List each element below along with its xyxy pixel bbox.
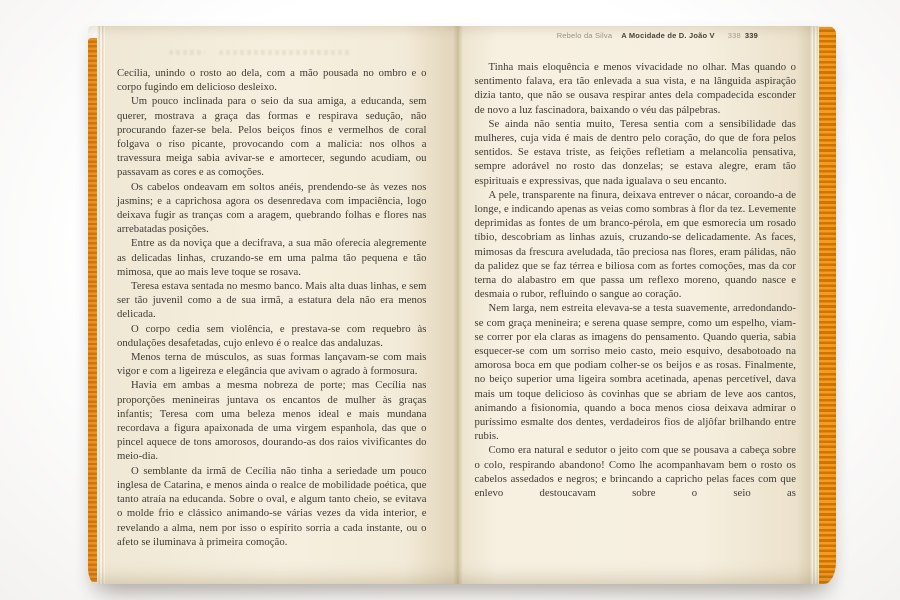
right-page [463, 26, 811, 584]
open-book [88, 26, 836, 584]
running-header [557, 31, 758, 40]
paragraph: Tinha mais eloquência e menos vivacidade no olhar. Mas quando o sentimento falava, era tão enlevada a sua vista, e na lânguida aspiração dizia tanto, que não se ousava respirar antes dela compadecida esconder de novo a luz fascinadora, baixando o véu das pálpebras. [474, 61, 796, 116]
book-cover-edge-right [819, 27, 836, 584]
paragraph: O corpo cedia sem violência, e prestava-se com requebro às ondulações desafetadas, cujo enlevo é o realce das andaluzas. [117, 322, 427, 349]
book-title: A Mocidade de D. João V [621, 31, 715, 40]
show-through-text [169, 50, 351, 55]
author-name: Rebelo da Silva [556, 31, 613, 40]
paragraph: Se ainda não sentia muito, Teresa sentia com a sensibilidade das mulheres, cuja vida é mais de dentro pelo coração, do que de fora pelos sentidos. Se estava triste, as feições refletiam a melancolia pensativa, sempre adorável no rosto das donzelas; se estava alegre, eram tão espirituais e expressivas, que nada igualava o seu encanto. [474, 117, 796, 187]
paragraph: O semblante da irmã de Cecília não tinha a seriedade um pouco inglesa de Catarina, e menos ainda o realce de mobilidade poética, que tanto atraía na educanda. Sobre o oval, e algum tanto cheio, se evitava o molde frio e clássico animando-se várias vezes da vida interior, e revelando a alma, nem por isso o espírito sorria a cada instante, ou o afeto se iluminava à primeira comoção. [117, 464, 427, 548]
left-page-text-column [117, 66, 427, 549]
page-number-verso: 338 [727, 31, 741, 40]
paragraph: Como era natural e sedutor o jeito com que se pousava a cabeça sobre o colo, respirando abandono! Como lhe acompanhavam bem o rosto os cabelos assedados e negros; e brincando a capricho pelas faces com que enlevo destoucavam sobre o seio as [474, 444, 796, 500]
page-number-recto: 339 [744, 31, 758, 40]
right-page-text-column [475, 60, 797, 500]
paragraph: Os cabelos ondeavam em soltos anéis, prendendo-se às vezes nos jasmins; e a caprichosa agora os desenredava com impaciência, logo deixava fugir as tranças com a aragem, quebrando folhas e flores nas arrebatadas posições. [117, 180, 427, 236]
show-through-smear [169, 50, 205, 55]
show-through-smear [219, 50, 351, 55]
paragraph: Teresa estava sentada no mesmo banco. Mais alta duas linhas, e sem ser tão juvenil como a de sua irmã, a estatura dela não era menos delicada. [117, 280, 427, 321]
paragraph: Um pouco inclinada para o seio da sua amiga, a educanda, sem querer, mostrava a graça das formas e respirava sedução, não procurando fazer-se bela. Pelos beiços finos e vermelhos de coral folgava o riso picante, provocando com a malícia: nos olhos a travessura meiga sabia avivar-se e amortecer, segundo acudiam, ou passavam as cores e as comoções. [117, 95, 427, 179]
paragraph: Cecília, unindo o rosto ao dela, com a mão pousada no ombro e o corpo fugindo em delicioso desleixo. [117, 67, 427, 94]
book-cover-edge-left [88, 38, 97, 582]
left-page [105, 26, 453, 584]
paragraph: Menos terna de músculos, as suas formas lançavam-se com mais vigor e com a ligeireza e elegância que avivam o agrado à formosura. [117, 351, 427, 378]
paragraph: Entre as da noviça que a decifrava, a sua mão oferecia alegremente as delicadas linhas, cruzando-se em uma palma tão pequena e tão mimosa, que ao mais leve toque se rosava. [117, 237, 427, 278]
page-stack-left [97, 26, 105, 584]
paragraph: Havia em ambas a mesma nobreza de porte; mas Cecília nas proporções menineiras juntava os encantos de mulher às graças infantis; Teresa com uma beleza menos ideal e mais mundana recordava a figura apaixonada de uma virgem espanhola, das que o pincel aquece de tons amorosos, dourando-as dos raios vivificantes do meio-dia. [117, 379, 427, 463]
paragraph: Nem larga, nem estreita elevava-se a testa suavemente, arredondando-se com graça menineira; e serena quase sempre, como um espelho, viam-se correr por ela claras as imagens do pensamento. Quando queria, sabia esquecer-se com um sorriso meio casto, meio esquivo, desabotoado na amorosa boca em que podiam colher-se os beijos e as rosas. Finalmente, no beiço superior uma ligeira sombra acetinada, apenas percetível, dava mais um toque delicioso às covinhas que se abriam de leve aos cantos, animando a fisionomia, quando a boca menos ciosa deixava admirar o puríssimo esmalte dos dentes, verdadeiros fios de aljôfar brilhando entre rubis. [474, 302, 796, 443]
page-stack-right [810, 26, 819, 584]
book-gutter [453, 26, 463, 584]
paragraph: A pele, transparente na finura, deixava entrever o nácar, coroando-a de longe, e indicando apenas as veias como sombras à flor da tez. Levemente deprimidas as fontes de um branco-pérola, em que esmorecia um rosado tíbio, descobriam as linhas azuis, cruzando-se delicadamente. As faces, mimosas da frescura aveludada, tão preciosa nas flores, eram pálidas, não da palidez que se faz térrea e biliosa com as fortes comoções, mas da cor terna do alabastro em que passa um reflexo moreno, quando nasce e desmaia o rubor, refluindo o sangue ao coração. [474, 188, 796, 301]
